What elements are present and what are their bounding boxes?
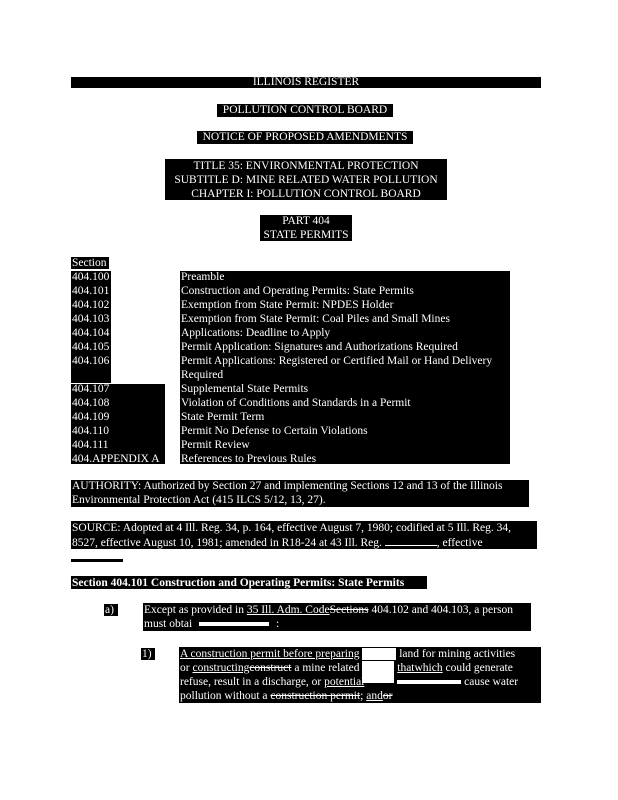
toc-section-title: Supplemental State Permits [181,383,309,395]
toc-section-number: 404.109 [72,411,110,423]
toc-section-number: 404.110 [72,425,109,437]
redacted-text [397,680,461,684]
toc-section-number: 404.105 [72,341,110,353]
toc-section-title: Preamble [181,271,225,283]
deleted-text: construction permit [270,690,361,702]
para-1-text-5: refuse, result in a discharge, or [180,676,325,688]
notice-title: NOTICE OF PROPOSED AMENDMENTS [202,131,408,143]
register-title: ILLINOIS REGISTER [252,76,360,88]
para-1-text-2: or [180,662,193,674]
toc-section-title: Violation of Conditions and Standards in a Permit [181,397,411,409]
inserted-text: thatwhich [397,662,443,674]
toc-section-number: 404.107 [72,383,110,395]
para-a-text-1: Except as provided in [144,604,247,616]
date-blank [385,535,437,546]
toc-section-number: 404.108 [72,397,110,409]
para-1-line-3 [180,675,518,689]
toc-section-title: Permit Applications: Registered or Certified Mail or Hand Delivery [181,355,493,367]
redacted-word [362,648,396,660]
toc-section-number: 404.111 [72,439,109,451]
toc-section-number: 404.100 [72,271,110,283]
toc-section-title: Permit Review [181,439,250,451]
toc-section-number: 404.103 [72,313,110,325]
para-a-text-3: must obtai [144,618,193,630]
deleted-text: Sections [329,604,369,616]
toc-section-number: 404.102 [72,299,110,311]
para-a-line-1 [144,603,513,617]
para-a-line-2 [144,617,279,631]
title-line: TITLE 35: ENVIRONMENTAL PROTECTION [193,160,419,172]
toc-heading: Section [72,257,107,269]
source-line-2-text: 8527, effective August 10, 1981; amended in R18-24 at 43 Ill. Reg. [72,537,385,549]
para-1-label: 1) [142,648,152,660]
deleted-text: construct [249,662,292,674]
toc-section-number: 404.106 [72,355,110,367]
separator-rule [71,559,123,562]
part-number: PART 404 [282,215,330,227]
toc-section-title: Required [181,369,224,381]
para-1-line-4 [180,689,392,703]
para-1-text-1: land for mining activities [396,648,516,660]
toc-section-title: Exemption from State Permit: Coal Piles and Small Mines [181,313,450,325]
toc-section-number: 404.APPENDIX A [72,453,160,465]
para-1-text-3: a mine related [291,662,360,674]
para-1-text-7: pollution without a [180,690,271,702]
source-line-2 [72,535,483,550]
para-a-label: a) [105,604,114,616]
toc-section-title: State Permit Term [181,411,265,423]
inserted-text: constructing [192,662,250,674]
inserted-text: and [366,690,383,702]
inserted-text: A construction permit before preparing [180,648,360,660]
source-line-2-tail: , effective [436,537,483,549]
para-1-text-8: ; [360,690,367,702]
toc-section-title: References to Previous Rules [181,453,317,465]
toc-section-number: 404.104 [72,327,110,339]
board-name: POLLUTION CONTROL BOARD [222,104,388,116]
para-a-text-2: 404.102 and 404.103, a person [368,604,513,616]
redacted-text [199,622,269,626]
toc-section-title: Construction and Operating Permits: State Permits [181,285,414,297]
part-name: STATE PERMITS [263,229,349,241]
subtitle-line: SUBTITLE D: MINE RELATED WATER POLLUTION [174,174,438,186]
toc-section-title: Applications: Deadline to Apply [181,327,331,339]
inserted-text: potential [324,676,365,688]
para-a-text-4: : [276,618,280,630]
para-1-text-4: could generate [442,662,513,674]
source-line-1: SOURCE: Adopted at 4 Ill. Reg. 34, p. 164, effective August 7, 1980; codified at 5 Ill. Reg. 34, [72,522,511,534]
toc-section-title: Exemption from State Permit: NPDES Holder [181,299,394,311]
para-1-line-1 [180,647,515,661]
authority-line-1: AUTHORITY: Authorized by Section 27 and implementing Sections 12 and 13 of the Illinois [72,480,503,492]
toc-section-number: 404.101 [72,285,110,297]
section-heading: Section 404.101 Construction and Operating Permits: State Permits [72,577,405,589]
toc-section-title: Permit Application: Signatures and Authorizations Required [181,341,458,353]
toc-section-title: Permit No Defense to Certain Violations [181,425,368,437]
inserted-text: 35 Ill. Adm. Code [246,604,330,616]
chapter-line: CHAPTER I: POLLUTION CONTROL BOARD [191,188,421,200]
authority-line-2: Environmental Protection Act (415 ILCS 5/12, 13, 27). [72,494,326,506]
para-1-text-6: cause water [461,676,519,688]
deleted-text: or [382,690,393,702]
